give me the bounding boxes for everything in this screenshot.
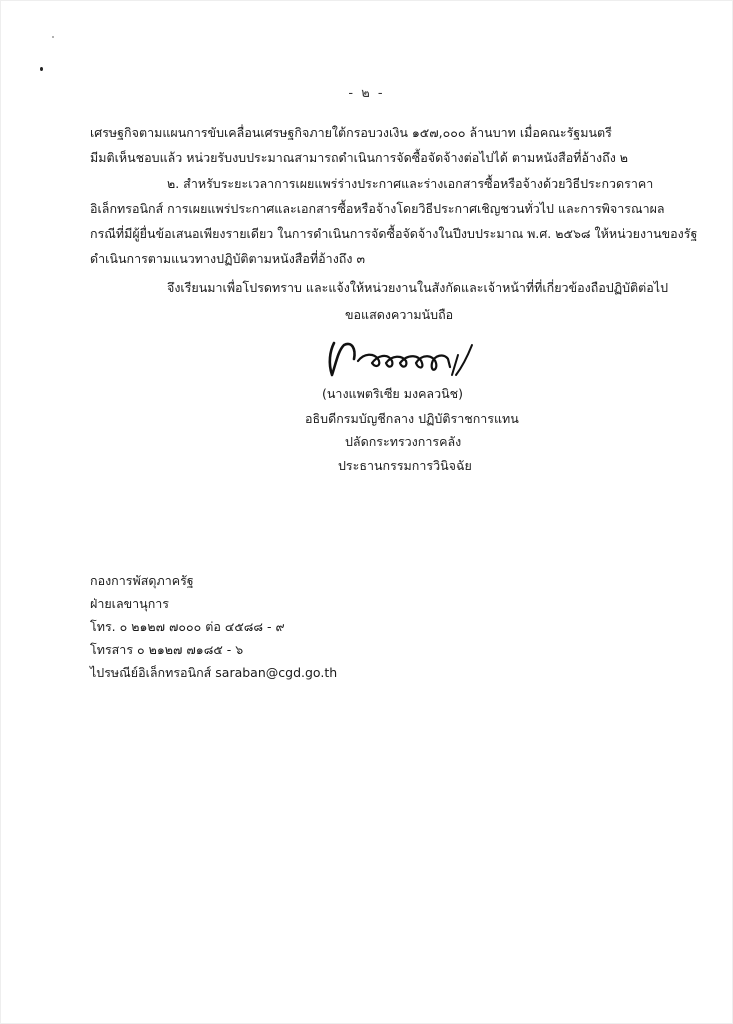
body-line: ๒. สำหรับระยะเวลาการเผยแพร่ร่างประกาศและร่างเอกสารซื้อหรือจ้างด้วยวิธีประกวดราคา (167, 176, 654, 191)
closing-line: จึงเรียนมาเพื่อโปรดทราบ และแจ้งให้หน่วยงานในสังกัดและเจ้าหน้าที่ที่เกี่ยวข้องถือปฏิบัติต่อไป (167, 280, 669, 295)
body-line: มีมติเห็นชอบแล้ว หน่วยรับงบประมาณสามารถดำเนินการจัดซื้อจัดจ้างต่อไปได้ ตามหนังสือที่อ้างถึง ๒ (90, 150, 629, 165)
footer-email: ไปรษณีย์อิเล็กทรอนิกส์ saraban@cgd.go.th (90, 665, 338, 680)
signatory-title: ปลัดกระทรวงการคลัง (345, 434, 462, 449)
page-number: - ๒ - (348, 86, 385, 101)
body-line: อิเล็กทรอนิกส์ การเผยแพร่ประกาศและเอกสารซื้อหรือจ้างโดยวิธีประกาศเชิญชวนทั่วไป และการพิจารณาผล (90, 201, 665, 216)
footer-division: ฝ่ายเลขานุการ (90, 596, 170, 611)
body-line: กรณีที่มีผู้ยื่นข้อเสนอเพียงรายเดียว ในการดำเนินการจัดซื้อจัดจ้างในปีงบประมาณ พ.ศ. ๒๕๖๘ ให้หน่วยงานของรัฐ (90, 226, 698, 241)
signatory-title: อธิบดีกรมบัญชีกลาง ปฏิบัติราชการแทน (305, 411, 519, 426)
body-line: เศรษฐกิจตามแผนการขับเคลื่อนเศรษฐกิจภายใต้กรอบวงเงิน ๑๕๗,๐๐๐ ล้านบาท เมื่อคณะรัฐมนตรี (90, 125, 612, 140)
footer-phone: โทร. ๐ ๒๑๒๗ ๗๐๐๐ ต่อ ๔๕๘๘ - ๙ (90, 619, 285, 634)
signatory-name: (นางแพตริเซีย มงคลวนิช) (322, 386, 464, 401)
salutation: ขอแสดงความนับถือ (345, 307, 454, 322)
scan-speck (52, 36, 54, 38)
footer-department: กองการพัสดุภาครัฐ (90, 573, 194, 588)
handwritten-signature (322, 333, 492, 381)
footer-fax: โทรสาร ๐ ๒๑๒๗ ๗๑๘๕ - ๖ (90, 642, 244, 657)
scan-speck (40, 67, 43, 71)
signatory-title: ประธานกรรมการวินิจฉัย (338, 458, 472, 473)
body-line: ดำเนินการตามแนวทางปฏิบัติตามหนังสือที่อ้างถึง ๓ (90, 251, 365, 266)
